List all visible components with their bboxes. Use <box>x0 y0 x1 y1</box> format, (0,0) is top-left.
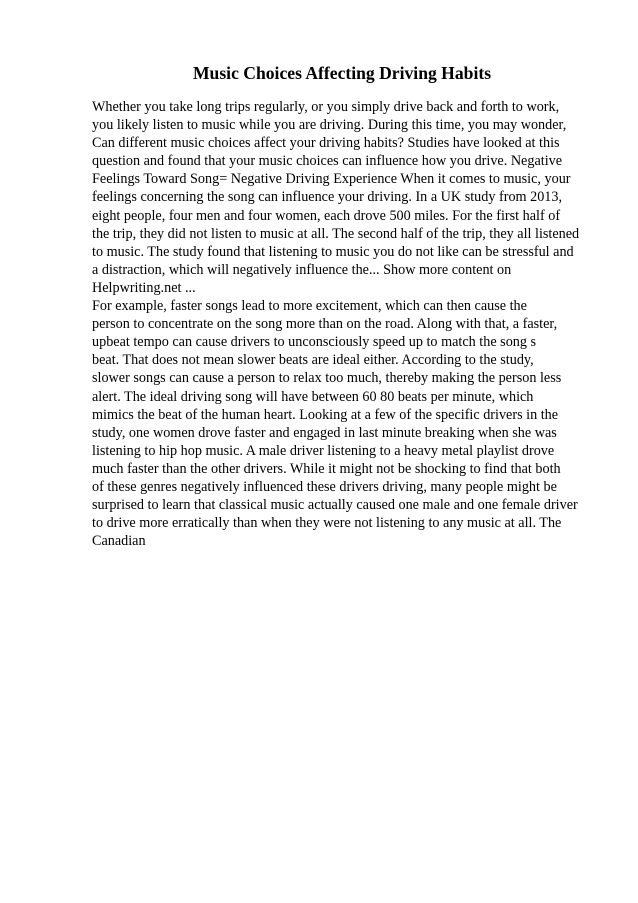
body-line: of these genres negatively influenced these drivers driving, many people might be <box>92 478 557 495</box>
body-line: slower songs can cause a person to relax too much, thereby making the person less <box>92 370 562 387</box>
body-line: a distraction, which will negatively influence the... Show more content on <box>92 261 512 278</box>
body-line: listening to hip hop music. A male driver listening to a heavy metal playlist drove <box>92 442 555 459</box>
body-line: alert. The ideal driving song will have between 60 80 beats per minute, which <box>92 388 534 405</box>
body-line: eight people, four men and four women, each drove 500 miles. For the first half of <box>92 207 561 224</box>
body-line: Can different music choices affect your driving habits? Studies have looked at this <box>92 135 560 152</box>
body-line: to music. The study found that listening to music you do not like can be stressful and <box>92 243 574 260</box>
body-line: For example, faster songs lead to more excitement, which can then cause the <box>92 298 527 315</box>
body-line: Whether you take long trips regularly, or you simply drive back and forth to work, <box>92 99 560 115</box>
body-line: mimics the beat of the human heart. Looking at a few of the specific drivers in the <box>92 406 559 423</box>
body-line: Canadian <box>92 533 146 550</box>
body-line: Helpwriting.net ... <box>92 279 196 296</box>
body-line: much faster than the other drivers. While it might not be shocking to find that both <box>92 460 561 477</box>
body-line: person to concentrate on the song more than on the road. Along with that, a faster, <box>92 316 558 333</box>
body-line: beat. That does not mean slower beats are ideal either. According to the study, <box>92 352 534 369</box>
body-line: question and found that your music choices can influence how you drive. Negative <box>92 153 563 170</box>
body-line: upbeat tempo can cause drivers to unconsciously speed up to match the song s <box>92 334 537 351</box>
body-line: you likely listen to music while you are driving. During this time, you may wonder, <box>92 117 567 134</box>
body-line: the trip, they did not listen to music at all. The second half of the trip, they all listened <box>92 225 580 242</box>
document-body <box>92 98 602 550</box>
body-line: study, one women drove faster and engaged in last minute breaking when she was <box>92 424 557 441</box>
body-line: to drive more erratically than when they were not listening to any music at all. The <box>92 515 562 532</box>
body-line: surprised to learn that classical music actually caused one male and one female driver <box>92 497 578 514</box>
document-title: Music Choices Affecting Driving Habits <box>192 63 492 83</box>
body-line: Feelings Toward Song= Negative Driving Experience When it comes to music, your <box>92 171 571 188</box>
body-line: feelings concerning the song can influence your driving. In a UK study from 2013, <box>92 189 563 206</box>
